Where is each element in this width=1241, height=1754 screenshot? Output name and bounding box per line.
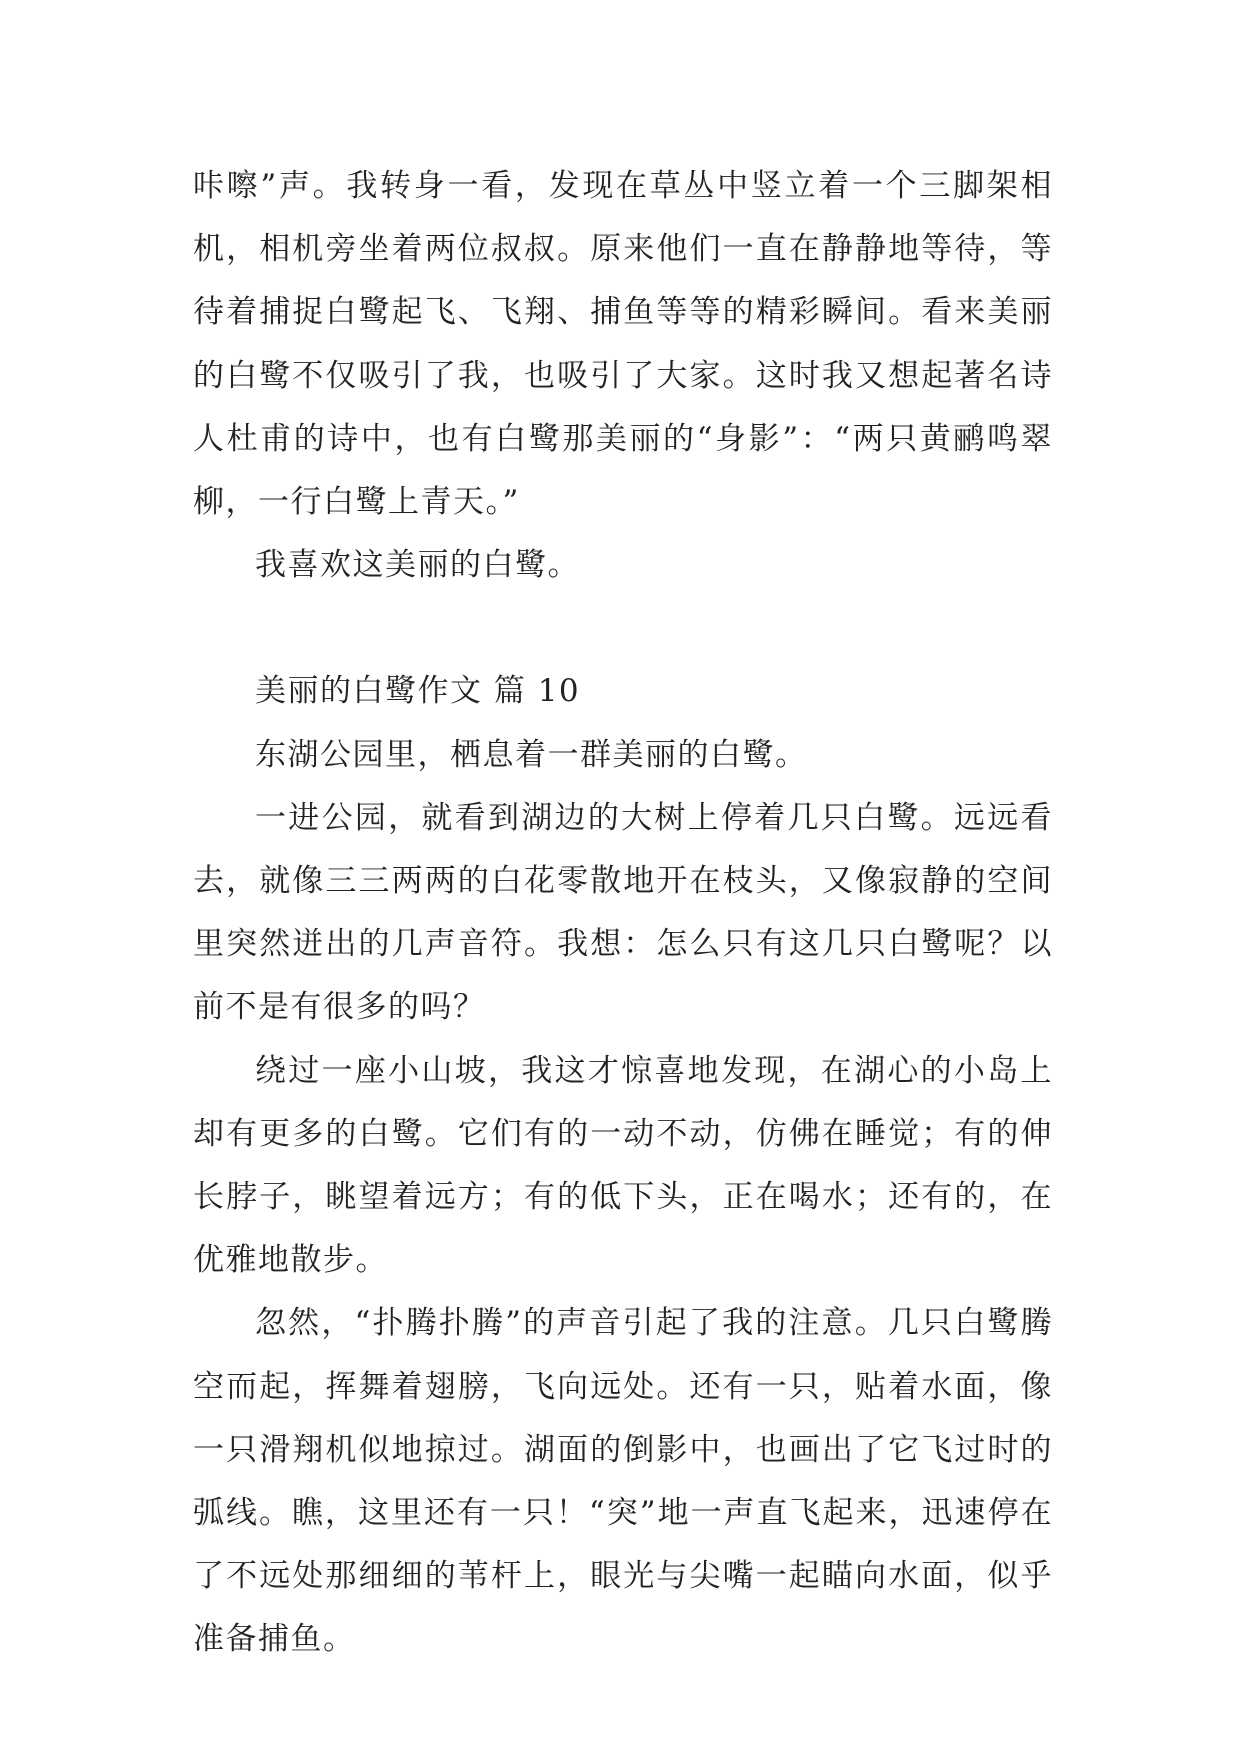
closing-paragraph: 我喜欢这美丽的白鹭。 <box>255 547 580 584</box>
document-page <box>193 155 1053 1672</box>
section-gap <box>193 597 1053 660</box>
body-paragraph: 东湖公园里，栖息着一群美丽的白鹭。 <box>255 736 808 773</box>
continuation-paragraph: 咔嚓”声。我转身一看，发现在草丛中竖立着一个三脚架相机，相机旁坐着两位叔叔。原来他们一直在静静地等待，等待着捕捉白鹭起飞、飞翔、捕鱼等等的精彩瞬间。看来美丽的白鹭不仅吸引了我，也吸引了大家。这时我又想起著名诗人杜甫的诗中，也有白鹭那美丽的“身影”：“两只黄鹂鸣翠柳，一行白鹭上青天。” <box>193 168 1053 521</box>
body-paragraph: 一进公园，就看到湖边的大树上停着几只白鹭。远远看去，就像三三两两的白花零散地开在枝头，又像寂静的空间里突然迸出的几声音符。我想：怎么只有这几只白鹭呢？以前不是有很多的吗？ <box>193 799 1053 1026</box>
body-paragraph: 绕过一座小山坡，我这才惊喜地发现，在湖心的小岛上却有更多的白鹭。它们有的一动不动，仿佛在睡觉；有的伸长脖子，眺望着远方；有的低下头，正在喝水；还有的，在优雅地散步。 <box>193 1052 1053 1279</box>
body-paragraph: 忽然，“扑腾扑腾”的声音引起了我的注意。几只白鹭腾空而起，挥舞着翅膀，飞向远处。还有一只，贴着水面，像一只滑翔机似地掠过。湖面的倒影中，也画出了它飞过时的弧线。瞧，这里还有一只！“突”地一声直飞起来，迅速停在了不远处那细细的苇杆上，眼光与尖嘴一起瞄向水面，似乎准备捕鱼。 <box>193 1305 1053 1658</box>
section-title: 美丽的白鹭作文 篇 10 <box>255 673 581 710</box>
